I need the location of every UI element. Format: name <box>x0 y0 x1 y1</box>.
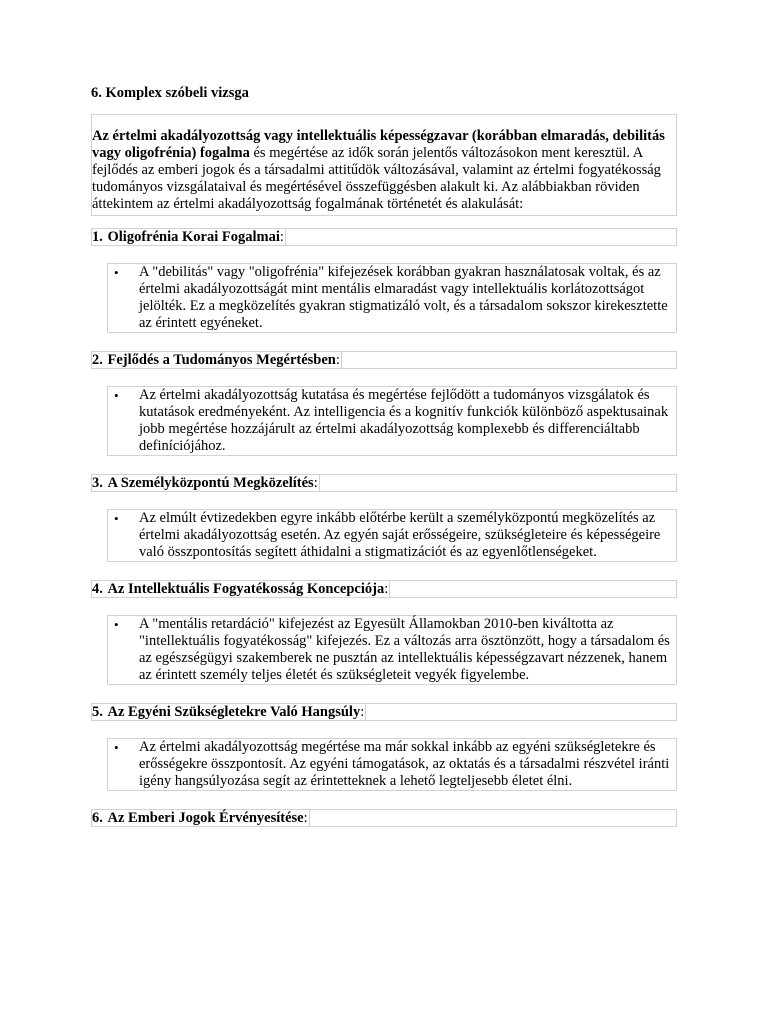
intro-text: és megértése az idők során jelentős változásokon ment keresztül. A fejlődés az emberi jogok és a társadalmi attitűdök változásával, valamint az értelmi fogyatékosság tudományos vizsgálataival és megértésével összefüggésben alakult ki. Az alábbiakban röviden áttekintem az értelmi akadályozottság fogalmának történetét és alakulását: <box>92 145 661 212</box>
section-heading-text: Az Egyéni Szükségletekre Való Hangsúly <box>107 704 361 720</box>
section-number: 1. <box>92 229 103 245</box>
bullet-icon: • <box>114 265 119 280</box>
section-heading-colon: : <box>384 581 389 597</box>
bullet-icon: • <box>114 388 119 403</box>
section-bullet-3 <box>107 509 677 562</box>
section-number: 2. <box>92 352 103 368</box>
section-heading-2 <box>91 351 677 369</box>
section-heading-6 <box>91 809 677 827</box>
bullet-icon: • <box>114 617 119 632</box>
document-title: 6. Komplex szóbeli vizsga <box>91 85 249 101</box>
section-heading-text: Oligofrénia Korai Fogalmai <box>107 229 280 245</box>
section-number: 4. <box>92 581 103 597</box>
section-heading-4 <box>91 580 677 598</box>
section-heading-label <box>108 810 310 826</box>
section-bullet-2 <box>107 386 677 456</box>
intro-bold-term: Az értelmi akadályozottság vagy intellektuális képességzavar (korábban elmaradás, debilitás vagy oligofrénia) fogalma <box>92 128 665 161</box>
section-heading-text: Az Intellektuális Fogyatékosság Koncepciója <box>107 581 385 597</box>
section-number: 3. <box>92 475 103 491</box>
intro-paragraph <box>91 114 677 216</box>
section-bullet-4 <box>107 615 677 685</box>
bullet-text: A "mentális retardáció" kifejezést az Egyesült Államokban 2010-ben kiváltotta az "intellektuális fogyatékosság" kifejezés. Ez a változás arra ösztönzött, hogy a társadalom és az egészségügyi szakemberek ne pusztán az intellektuális képességzavart nézzenek, hanem az érintett személy teljes életét és szükségleteit vegyék figyelembe. <box>139 616 670 683</box>
section-heading-label <box>108 704 367 720</box>
section-bullet-1 <box>107 263 677 333</box>
section-heading-colon: : <box>279 229 284 245</box>
section-heading-label <box>108 475 320 491</box>
section-heading-colon: : <box>313 475 318 491</box>
section-number: 5. <box>92 704 103 720</box>
bullet-icon: • <box>114 740 119 755</box>
bullet-text: A "debilitás" vagy "oligofrénia" kifejezések korábban gyakran használatosak voltak, és az értelmi akadályozottságát mint mentális elmaradást vagy intellektuális korlátozottságot jelölték. Ez a megközelítés gyakran stigmatizáló volt, és a társadalom sokszor kirekesztette az érintett egyéneket. <box>139 264 668 331</box>
section-heading-colon: : <box>335 352 340 368</box>
section-bullet-5 <box>107 738 677 791</box>
section-heading-text: Az Emberi Jogok Érvényesítése <box>107 810 304 826</box>
section-heading-5 <box>91 703 677 721</box>
section-heading-colon: : <box>360 704 365 720</box>
section-heading-text: A Személyközpontú Megközelítés <box>107 475 314 491</box>
section-heading-3 <box>91 474 677 492</box>
section-number: 6. <box>92 810 103 826</box>
section-heading-text: Fejlődés a Tudományos Megértésben <box>107 352 336 368</box>
document-page <box>91 84 677 827</box>
section-heading-label <box>108 581 391 597</box>
section-heading-1 <box>91 228 677 246</box>
bullet-text: Az értelmi akadályozottság megértése ma már sokkal inkább az egyéni szükségletekre és erősségekre összpontosít. Az egyéni támogatások, az oktatás és a társadalmi részvétel iránti igény hangsúlyozása segít az érintetteknek a lehető legteljesebb életet élni. <box>139 739 670 789</box>
bullet-icon: • <box>114 511 119 526</box>
section-heading-colon: : <box>303 810 308 826</box>
section-heading-label <box>108 229 286 245</box>
bullet-text: Az értelmi akadályozottság kutatása és megértése fejlődött a tudományos vizsgálatok és kutatások eredményeként. Az intelligencia és a kognitív funkciók különböző aspektusainak jobb megértése hozzájárult az értelmi akadályozottság komplexebb és differenciáltabb definíciójához. <box>139 387 669 454</box>
bullet-text: Az elmúlt évtizedekben egyre inkább előtérbe került a személyközpontú megközelítés az értelmi akadályozottság esetén. Az egyén saját erősségeire, szükségleteire és képességeire való összpontosítás segített áthidalni a stigmatizációt és az egyenlőtlenségeket. <box>139 510 661 560</box>
section-heading-label <box>108 352 342 368</box>
